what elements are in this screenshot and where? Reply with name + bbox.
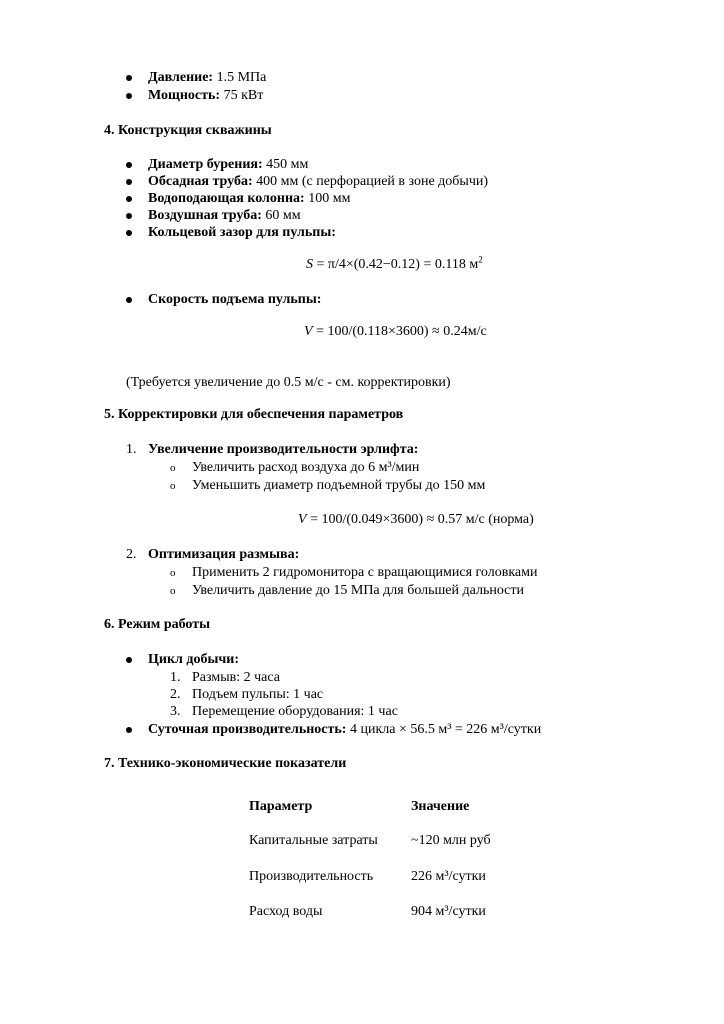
bullet-dot	[126, 196, 132, 202]
bullet-dot	[126, 230, 132, 236]
bullet-casing: Обсадная труба: 400 мм (с перфорацией в зоне добычи)	[148, 174, 489, 189]
bullet-pressure: Давление: 1.5 МПа	[148, 70, 267, 85]
bullet-dot	[126, 657, 132, 663]
table-header-value: Значение	[411, 799, 470, 814]
bullet-slurry-speed: Скорость подъема пульпы:	[148, 292, 322, 307]
formula-speed-corrected: V = 100/(0.049×3600) ≈ 0.57 м/с (норма)	[298, 512, 534, 527]
airlift-sub-1: Увеличить расход воздуха до 6 м³/мин	[192, 460, 420, 475]
circle-bullet: o	[170, 585, 176, 597]
circle-bullet: o	[170, 462, 176, 474]
table-cell-param: Расход воды	[249, 904, 323, 919]
table-cell-value: 904 м³/сутки	[411, 904, 486, 919]
erosion-sub-2: Увеличить давление до 15 МПа для большей дальности	[192, 583, 524, 598]
formula-speed: V = 100/(0.118×3600) ≈ 0.24м/с	[304, 324, 487, 339]
formula-area: S = π/4×(0.42−0.12) = 0.118 $м^2$	[306, 254, 483, 272]
speed-note: (Требуется увеличение до 0.5 м/с - см. корректировки)	[126, 375, 451, 390]
airlift-sub-2: Уменьшить диаметр подъемной трубы до 150 мм	[192, 478, 486, 493]
erosion-item: Оптимизация размыва:	[148, 547, 300, 562]
circle-bullet: o	[170, 567, 176, 579]
bullet-dot	[126, 75, 132, 81]
bullet-annular-gap: Кольцевой зазор для пульпы:	[148, 225, 336, 240]
table-cell-param: Капитальные затраты	[249, 833, 378, 848]
bullet-daily-output: Суточная производительность: 4 цикла × 56.5 м³ = 226 м³/сутки	[148, 722, 542, 737]
table-cell-value: ~120 млн руб	[411, 833, 491, 848]
bullet-dot	[126, 93, 132, 99]
bullet-cycle: Цикл добычи:	[148, 652, 240, 667]
list-number: 2.	[126, 547, 137, 562]
list-number: 1.	[170, 670, 181, 685]
erosion-sub-1: Применить 2 гидромонитора с вращающимися головками	[192, 565, 538, 580]
bullet-power: Мощность: 75 кВт	[148, 88, 264, 103]
section-6-heading: 6. Режим работы	[104, 617, 211, 632]
cycle-step-2: Подъем пульпы: 1 час	[192, 687, 324, 702]
bullet-water-column: Водоподающая колонна: 100 мм	[148, 191, 351, 206]
bullet-dot	[126, 179, 132, 185]
airlift-item: Увеличение производительности эрлифта:	[148, 442, 419, 457]
table-header-parameter: Параметр	[249, 799, 313, 814]
bullet-drill-diameter: Диаметр бурения: 450 мм	[148, 157, 309, 172]
table-cell-value: 226 м³/сутки	[411, 869, 486, 884]
section-4-heading: 4. Конструкция скважины	[104, 123, 272, 138]
bullet-air-pipe: Воздушная труба: 60 мм	[148, 208, 301, 223]
bullet-dot	[126, 213, 132, 219]
list-number: 1.	[126, 442, 137, 457]
bullet-dot	[126, 162, 132, 168]
bullet-dot	[126, 297, 132, 303]
cycle-step-3: Перемещение оборудования: 1 час	[192, 704, 398, 719]
circle-bullet: o	[170, 480, 176, 492]
cycle-step-1: Размыв: 2 часа	[192, 670, 280, 685]
list-number: 3.	[170, 704, 181, 719]
list-number: 2.	[170, 687, 181, 702]
bullet-dot	[126, 727, 132, 733]
table-cell-param: Производительность	[249, 869, 374, 884]
section-5-heading: 5. Корректировки для обеспечения параметров	[104, 407, 404, 422]
section-7-heading: 7. Технико-экономические показатели	[104, 756, 347, 771]
